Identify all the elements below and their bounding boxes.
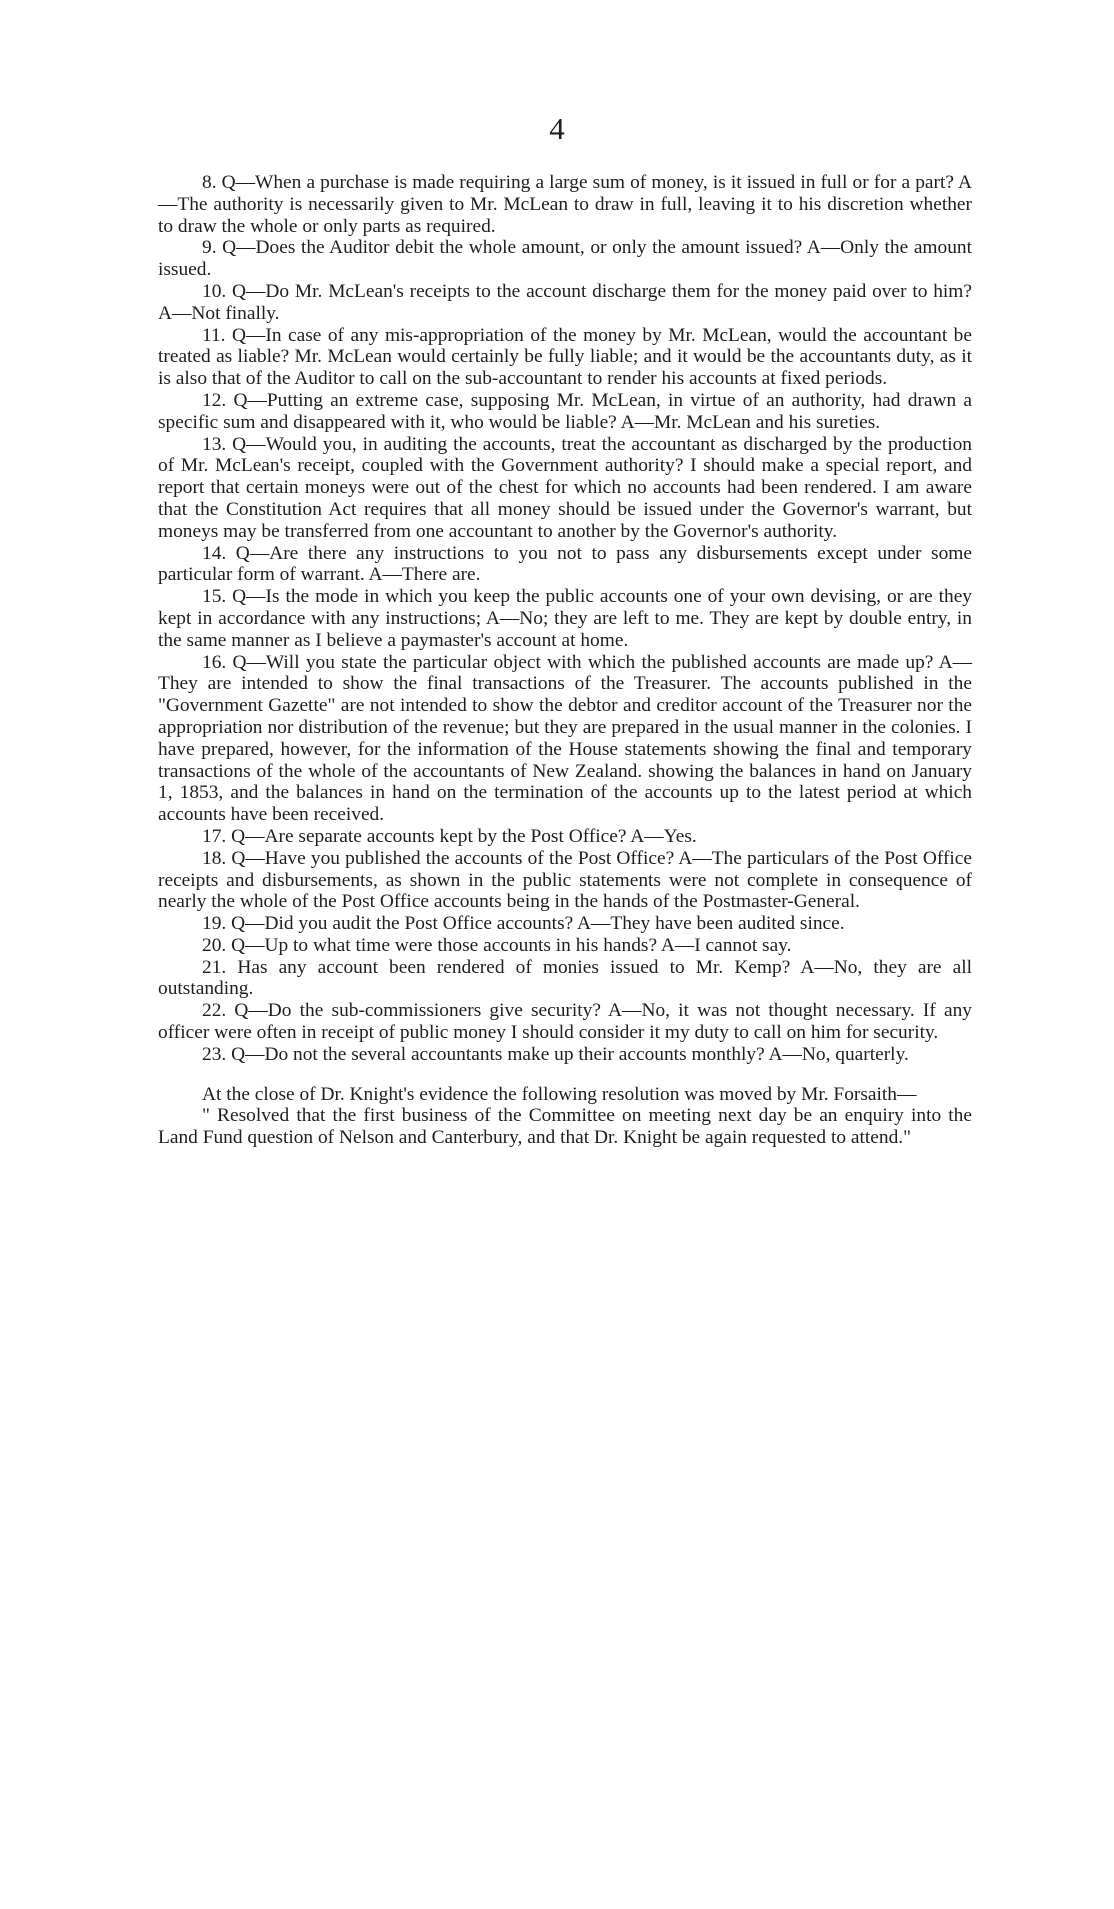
question-11: 11. Q—In case of any mis-appropriation of the money by Mr. McLean, would the accountant be treated as liable? Mr. McLean would certainly be fully liable; and it would be the accountants duty, as it is also that of the Auditor to call on the sub-accountant to render his accounts at fixed periods. (158, 324, 972, 390)
question-9: 9. Q—Does the Auditor debit the whole amount, or only the amount issued? A—Only the amount issued. (158, 237, 972, 281)
resolution-text: " Resolved that the first business of the Committee on meeting next day be an enquiry into the Land Fund question of Nelson and Canterbury, and that Dr. Knight be again requested to attend." (158, 1105, 972, 1149)
question-10: 10. Q—Do Mr. McLean's receipts to the account discharge them for the money paid over to him? A—Not finally. (158, 280, 972, 324)
page-number: 4 (549, 111, 565, 146)
closing-intro: At the close of Dr. Knight's evidence the following resolution was moved by Mr. Forsaith— (202, 1083, 917, 1105)
evidence-text (158, 172, 972, 1149)
question-8: 8. Q—When a purchase is made requiring a large sum of money, is it issued in full or for a part? A—The authority is necessarily given to Mr. McLean to draw in full, leaving it to his discretion whether to draw the whole or only parts as required. (158, 172, 972, 237)
question-13: 13. Q—Would you, in auditing the accounts, treat the accountant as discharged by the production of Mr. McLean's receipt, coupled with the Government authority? I should make a special report, and report that certain moneys were out of the chest for which no accounts had been rendered. I am aware that the Constitution Act requires that all money should be issued under the Governor's warrant, but moneys may be transferred from one accountant to another by the Governor's authority. (158, 433, 972, 542)
question-21: 21. Has any account been rendered of monies issued to Mr. Kemp? A—No, they are all outstanding. (158, 956, 972, 1000)
question-23: 23. Q—Do not the several accountants make up their accounts monthly? A—No, quarterly. (202, 1043, 909, 1065)
question-19: 19. Q—Did you audit the Post Office accounts? A—They have been audited since. (202, 913, 845, 935)
question-16: 16. Q—Will you state the particular object with which the published accounts are made up? A—They are intended to show the final transactions of the Treasurer. The accounts published in the "Government Gazette" are not intended to show the debtor and creditor account of the Treasurer nor the appropriation nor distribution of the revenue; but they are prepared in the usual manner in the colonies. I have prepared, however, for the information of the House statements showing the final and temporary transactions of the whole of the accountants of New Zealand. showing the balances in hand on January 1, 1853, and the balances in hand on the termination of the accounts up to the latest period at which accounts have been received. (158, 651, 972, 826)
question-22: 22. Q—Do the sub-commissioners give security? A—No, it was not thought necessary. If any officer were often in receipt of public money I should consider it my duty to call on him for security. (158, 1000, 972, 1044)
question-20: 20. Q—Up to what time were those accounts in his hands? A—I cannot say. (202, 934, 792, 956)
question-14: 14. Q—Are there any instructions to you not to pass any disbursements except under some particular form of warrant. A—There are. (158, 542, 972, 586)
question-15: 15. Q—Is the mode in which you keep the public accounts one of your own devising, or are they kept in accordance with any instructions; A—No; they are left to me. They are kept by double entry, in the same manner as I believe a paymaster's account at home. (158, 586, 972, 651)
question-12: 12. Q—Putting an extreme case, supposing Mr. McLean, in virtue of an authority, had drawn a specific sum and disappeared with it, who would be liable? A—Mr. McLean and his sureties. (158, 389, 972, 433)
question-18: 18. Q—Have you published the accounts of the Post Office? A—The particulars of the Post Office receipts and disbursements, as shown in the public statements were not complete in consequence of nearly the whole of the Post Office accounts being in the hands of the Postmaster-General. (158, 847, 972, 913)
question-17: 17. Q—Are separate accounts kept by the Post Office? A—Yes. (202, 825, 697, 847)
